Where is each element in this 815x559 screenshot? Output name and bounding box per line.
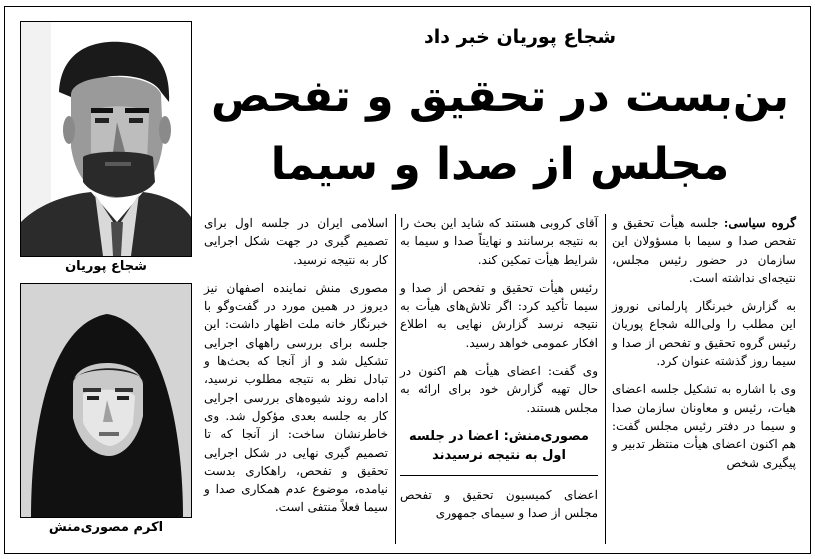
article-column-2 (400, 214, 598, 533)
woman-portrait-icon (20, 283, 192, 518)
photo-caption-1: شجاع پوریان (65, 259, 147, 274)
paragraph: مصوری منش نماینده اصفهان نیز دیروز در همین مورد در گفت‌وگو با خبرنگار خانه ملت اظهار داشت: این جلسه برای بررسی راههای اجرایی تشکیل شد و از آنجا که بحث‌ها و تبادل نظر به نتیجه مطلوب نرسید، ادامه روند شیوه‌های بررسی اجرایی کار به جلسه بعدی مؤکول شد. وی خاطرنشان ساخت: از آنجا که تا تصمیم گیری نهایی در شکل اجرایی تحقیق و تفحص، راهکاری بدست نیامده، موضوع عدم همکاری صدا و سیما فعلاً منتفی است. (204, 280, 388, 515)
article-column-3 (204, 214, 388, 527)
paragraph: اسلامی ایران در جلسه اول برای تصمیم گیری در جهت شکل اجرایی کار به نتیجه نرسید. (204, 216, 388, 267)
photo-caption-2: اکرم مصوری‌منش (48, 520, 164, 535)
paragraph: به گزارش خبرنگار پارلمانی نوروز این مطلب را ولی‌الله شجاع پوریان رئیس گروه تحقیق و تفحص از صدا و سیما روز گذشته عنوان کرد. (612, 299, 796, 369)
column-separator (395, 214, 396, 544)
subheading-rule (400, 475, 598, 476)
byline-lead: گروه سیاسی: (723, 216, 796, 230)
subheading: مصوری‌منش: اعضا در جلسه اول به نتیجه نرسیدند (409, 428, 589, 463)
article-column-1 (612, 214, 796, 482)
paragraph-text: جلسه هیأت تحقیق و تفحص صدا و سیما با مسؤولان این سازمان در حضور رئیس مجلس، نتیجه‌ای نداشته است. (612, 216, 796, 285)
column-separator (605, 214, 606, 544)
paragraph: وی با اشاره به تشکیل جلسه اعضای هیات، رئیس و معاونان سازمان صدا و سیما در دفتر رئیس مجلس گفت: هم اکنون اعضای هیأت منتظر تدبیر و پیگیری شخص (612, 382, 796, 470)
paragraph: رئیس هیأت تحقیق و تفحص از صدا و سیما تأکید کرد: اگر تلاش‌های هیأت به نتیجه نرسد گزارش نهایی به اطلاع افکار عمومی خواهد رسید. (400, 280, 598, 350)
paragraph: آقای کروبی هستند که شاید این بحث را به نتیجه برسانند و نهایتاً صدا و سیما به شرایط هیأت تمکین کند. (400, 216, 598, 267)
kicker-title: شجاع پوریان خبر داد (423, 26, 617, 48)
headline-line-1: بن‌بست در تحقیق و تفحص (211, 71, 789, 122)
man-portrait-icon (20, 21, 192, 257)
paragraph: وی گفت: اعضای هیأت هم اکنون در حال تهیه گزارش خود برای ارائه به مجلس هستند. (400, 364, 598, 415)
headline-line-2: مجلس از صدا و سیما (270, 139, 730, 190)
paragraph: اعضای کمیسیون تحقیق و تفحص مجلس از صدا و سیمای جمهوری (400, 487, 598, 521)
paragraph (612, 214, 796, 287)
